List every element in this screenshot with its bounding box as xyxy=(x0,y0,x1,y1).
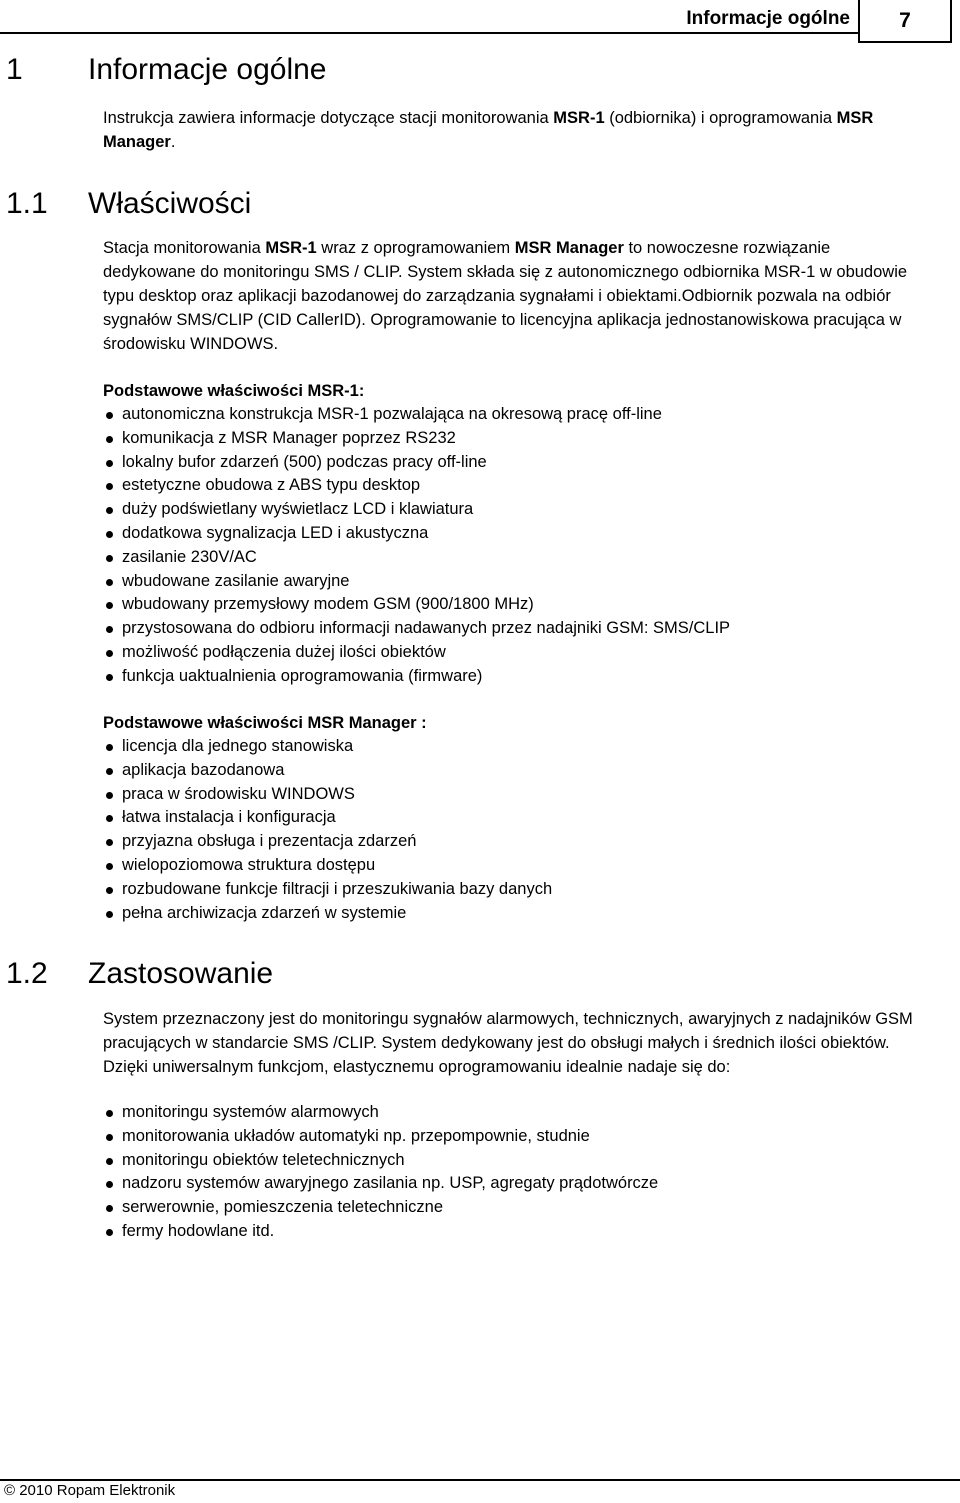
paragraph-bold-msr1: MSR-1 xyxy=(265,239,317,257)
footer-copyright: © 2010 Ropam Elektronik xyxy=(4,1482,176,1499)
manager-features-list xyxy=(103,735,552,925)
intro-bold-manager: MSR Manager xyxy=(103,109,874,151)
list-item: serwerownie, pomieszczenia teletechniczne xyxy=(103,1196,658,1220)
list-item: wielopoziomowa struktura dostępu xyxy=(103,854,552,878)
list-item: duży podświetlany wyświetlacz LCD i klawiatura xyxy=(103,498,730,522)
header-rule xyxy=(0,32,860,34)
section-1-1-paragraph xyxy=(103,236,923,356)
manager-features-heading: Podstawowe właściwości MSR Manager : xyxy=(103,714,427,732)
list-item: fermy hodowlane itd. xyxy=(103,1220,658,1244)
list-item: rozbudowane funkcje filtracji i przeszukiwania bazy danych xyxy=(103,878,552,902)
section-number: 1.2 xyxy=(6,957,48,990)
list-item: aplikacja bazodanowa xyxy=(103,759,552,783)
paragraph-text: to nowoczesne rozwiązanie dedykowane do monitoringu SMS / CLIP. System składa się z autonomicznego odbiornika MSR-1 w obudowie typu desktop oraz aplikacji bazodanowej do zarządzania sygnałami i obiektami.Odbiornik pozwala na odbiór sygnałów SMS/CLIP (CID CallerID). Oprogramowanie to licencyjna aplikacja jednostanowiskowa pracująca w środowisku WINDOWS. xyxy=(103,239,908,353)
section-title: Właściwości xyxy=(88,187,252,220)
msr1-features-heading: Podstawowe właściwości MSR-1: xyxy=(103,382,365,400)
list-item: monitorowania układów automatyki np. przepompownie, studnie xyxy=(103,1125,658,1149)
msr1-features-list xyxy=(103,403,730,689)
intro-bold-msr1: MSR-1 xyxy=(553,109,605,127)
running-header-title: Informacje ogólne xyxy=(686,8,850,29)
list-item: praca w środowisku WINDOWS xyxy=(103,783,552,807)
list-item: komunikacja z MSR Manager poprzez RS232 xyxy=(103,427,730,451)
list-item: dodatkowa sygnalizacja LED i akustyczna xyxy=(103,522,730,546)
section-1-2-paragraph: System przeznaczony jest do monitoringu sygnałów alarmowych, technicznych, awaryjnych z nadajników GSM pracujących w standarcie SMS /CLIP. System dedykowany jest do obsługi małych i średnich ilości obiektów. Dzięki uniwersalnym funkcjom, elastycznemu oprogramowaniu idealnie nadaje się do: xyxy=(103,1010,913,1076)
list-item: wbudowane zasilanie awaryjne xyxy=(103,570,730,594)
intro-text: (odbiornika) i oprogramowania xyxy=(604,109,837,127)
list-item: monitoringu obiektów teletechnicznych xyxy=(103,1149,658,1173)
intro-text: . xyxy=(170,133,176,151)
section-title: Informacje ogólne xyxy=(88,53,327,86)
section-1-1-heading xyxy=(6,187,251,221)
list-item: wbudowany przemysłowy modem GSM (900/1800 MHz) xyxy=(103,593,730,617)
paragraph-text: Stacja monitorowania xyxy=(103,239,266,257)
list-item: estetyczne obudowa z ABS typu desktop xyxy=(103,474,730,498)
section-1-2-heading xyxy=(6,957,273,991)
list-item: funkcja uaktualnienia oprogramowania (firmware) xyxy=(103,665,730,689)
page-number: 7 xyxy=(858,0,952,43)
applications-list xyxy=(103,1101,658,1244)
list-item: przyjazna obsługa i prezentacja zdarzeń xyxy=(103,830,552,854)
list-item: pełna archiwizacja zdarzeń w systemie xyxy=(103,902,552,926)
section-1-heading xyxy=(6,53,326,87)
section-1-intro xyxy=(103,106,923,154)
list-item: monitoringu systemów alarmowych xyxy=(103,1101,658,1125)
section-number: 1.1 xyxy=(6,187,48,220)
list-item: licencja dla jednego stanowiska xyxy=(103,735,552,759)
list-item: lokalny bufor zdarzeń (500) podczas pracy off-line xyxy=(103,451,730,475)
paragraph-text: wraz z oprogramowaniem xyxy=(316,239,515,257)
list-item: łatwa instalacja i konfiguracja xyxy=(103,806,552,830)
list-item: zasilanie 230V/AC xyxy=(103,546,730,570)
list-item: możliwość podłączenia dużej ilości obiektów xyxy=(103,641,730,665)
paragraph-bold-manager: MSR Manager xyxy=(514,239,624,257)
list-item: przystosowana do odbioru informacji nadawanych przez nadajniki GSM: SMS/CLIP xyxy=(103,617,730,641)
section-title: Zastosowanie xyxy=(88,957,274,990)
footer-rule xyxy=(0,1479,960,1481)
list-item: autonomiczna konstrukcja MSR-1 pozwalająca na okresową pracę off-line xyxy=(103,403,730,427)
list-item: nadzoru systemów awaryjnego zasilania np. USP, agregaty prądotwórcze xyxy=(103,1172,658,1196)
intro-text: Instrukcja zawiera informacje dotyczące stacji monitorowania xyxy=(103,109,554,127)
section-number: 1 xyxy=(6,53,23,86)
